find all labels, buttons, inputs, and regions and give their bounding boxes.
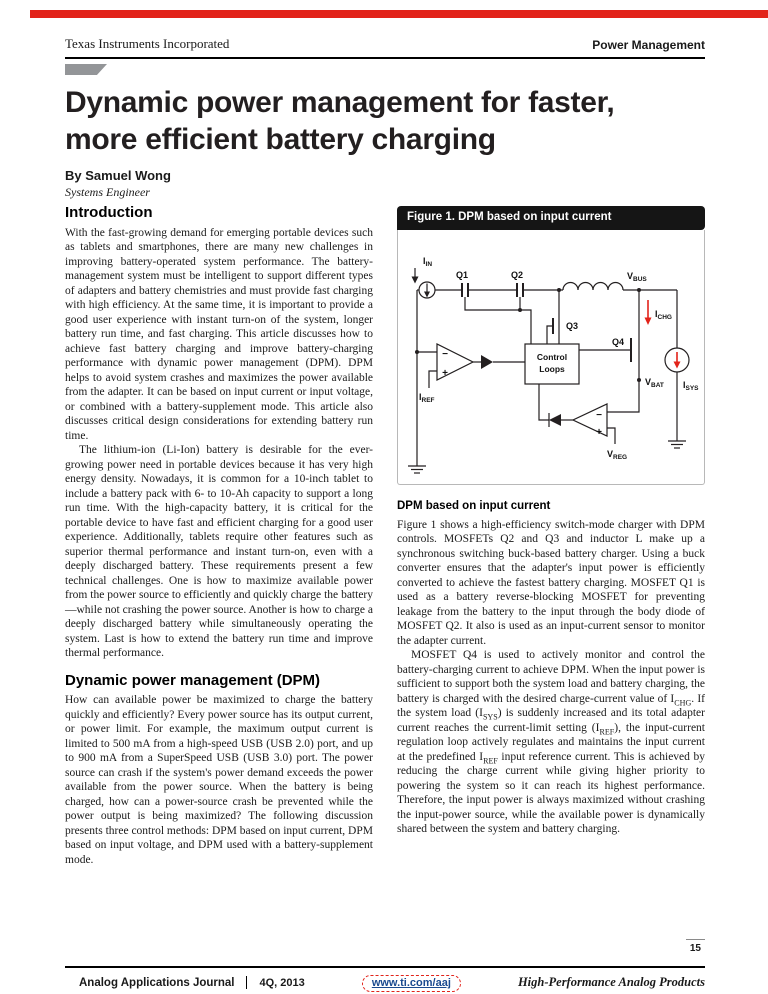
opamp-minus-sign: − — [596, 409, 602, 421]
paragraph: How can available power be maximized to charge the battery quickly and efficiently? Every power source has its output current, or power limit. For example, the maximum output current is limited to 500 mA from a high-speed USB (USB 2.0) port, and up to 900 mA from a SuperSpeed USB (USB 3.0) port. The power source can crash if the system's power demand exceeds the power available from the power source. When the battery is being charged, how can a power-source crash be prevented while the power output is being maximized? The following discussion presents three control methods: DPM based on input current, DPM based on input voltage, and DPM used with a battery-supplement mode. — [65, 694, 373, 866]
ground-symbol — [668, 441, 686, 448]
battery-voltage-opamp — [573, 404, 607, 438]
figure-1 — [397, 206, 705, 485]
mosfet-q3 — [553, 318, 578, 334]
input-current-sensor — [419, 282, 435, 298]
article-columns — [65, 206, 705, 867]
control-loops-label-line1: Control — [536, 351, 568, 362]
journal-name: Analog Applications Journal — [79, 976, 235, 989]
circuit-diagram — [399, 238, 705, 478]
isys-label: $I_{SYS}$ — [683, 379, 699, 392]
footer-tagline: High-Performance Analog Products — [517, 975, 705, 989]
vreg-label: $V_{REG}$ — [607, 448, 628, 461]
mosfet-q1 — [456, 270, 468, 297]
issue-label: 4Q, 2013 — [259, 976, 305, 989]
page-number-area — [65, 938, 705, 956]
ichg-label: $I_{CHG}$ — [655, 308, 672, 321]
opamp-plus-sign: + — [442, 367, 448, 379]
paragraph: With the fast-growing demand for emerging portable devices such as tablets and smartphones, there are many new challenges in improving battery-operated system performance. The battery-management system must be intelligent to support different types of adapters and battery chemistries and must provide fast charging with high efficiency. At the same time, it is important to provide a good user experience with instant turn-on of the system, longer battery run time, and fast charging. This article discusses how to achieve fast battery charging and improve battery-charging performance with dynamic power management (DPM). DPM helps to avoid system crashes and maximizes the power available from the adapter. It can be based on input current or input voltage, or combined with a battery-supplement mode. This article also discusses critical design considerations for extending battery run time. — [65, 226, 373, 442]
article-title-line2: more efficient battery charging — [65, 123, 496, 156]
article-title — [65, 84, 710, 158]
footer-link-area — [305, 973, 518, 992]
publisher-name: Texas Instruments Incorporated — [65, 36, 230, 51]
decorative-gray-tab — [65, 64, 107, 75]
ground-symbol — [408, 466, 426, 473]
footer-divider — [246, 976, 247, 989]
category-label: Power Management — [592, 38, 705, 52]
author-name: By Samuel Wong — [65, 168, 171, 183]
buffer-triangle — [481, 355, 493, 369]
opamp-minus-sign: − — [442, 348, 448, 360]
isys-current-source — [665, 348, 699, 392]
ichg-annotation — [645, 300, 672, 325]
page-header — [65, 36, 705, 59]
article-title-line1: Dynamic power management for faster, — [65, 86, 615, 119]
vbat-label: $V_{BAT}$ — [645, 376, 664, 389]
iref-label: $I_{REF}$ — [419, 391, 435, 404]
vbus-label: $V_{BUS}$ — [627, 270, 647, 283]
left-column — [65, 206, 373, 867]
opamp-plus-sign: + — [596, 426, 602, 438]
input-sense-opamp — [437, 344, 473, 380]
footer-rule — [65, 966, 705, 968]
page-number: 15 — [686, 939, 705, 954]
q1-label: Q1 — [456, 269, 469, 280]
byline — [65, 168, 171, 200]
figure-title-bar: Figure 1. DPM based on input current — [397, 206, 705, 230]
mosfet-q2 — [511, 270, 523, 297]
intro-heading: Introduction — [65, 204, 153, 221]
footer — [65, 973, 705, 992]
author-role: Systems Engineer — [65, 185, 150, 199]
dpm-heading: Dynamic power management (DPM) — [65, 671, 321, 689]
top-red-bar — [30, 10, 768, 18]
q4-label: Q4 — [612, 336, 625, 347]
ti-aaj-link[interactable]: www.ti.com/aaj — [362, 975, 461, 992]
figure-body — [397, 230, 705, 486]
junction-dots — [415, 288, 641, 382]
circuit-wires — [417, 282, 677, 466]
control-loops-label-line2: Loops — [539, 363, 565, 374]
paragraph: Figure 1 shows a high-efficiency switch-mode charger with DPM controls. MOSFETs Q2 and Q3 and inductor L make up a synchronous switching buck-based battery charger. Using a buck converter ensures that the adapter's input power is efficiently converted to achieve the fastest battery charging. MOSFET Q1 is used as a battery reverse-blocking MOSFET for preventing leakage from the battery to the input through the body diode of MOSFET Q2. It also is used as an input-current sensor to monitor the adapter current. — [397, 518, 705, 647]
right-column — [397, 206, 705, 867]
paragraph: MOSFET Q4 is used to actively monitor and control the battery-charging current to achieve DPM. When the input power is sufficient to support both the system load and battery charging, the battery is charged with the desired charge-current value of $I_{CHG}$. If the system load $(I_{SYS})$ is suddenly increased and its total adapter current reaches the current-limit setting $(I_{REF})$, the input-current regulation loop actively regulates and maintains the input current at the predefined $I_{REF}$ input reference current. This is achieved by reducing the charge current while giving higher priority to powering the system so it can reach its highest performance. Therefore, the input power is always maximized without crashing the input-power source, while the available power is dynamically shared between the system and battery charging. — [397, 649, 705, 835]
iin-annotation — [412, 256, 433, 284]
dpm-input-current-heading: DPM based on input current — [397, 500, 551, 512]
control-loops-block — [525, 344, 579, 384]
q2-label: Q2 — [511, 269, 524, 280]
diode — [549, 413, 561, 427]
paragraph: The lithium-ion (Li-Ion) battery is desirable for the ever-growing power need in portable devices because it has very high energy density. Nowadays, it is common for a 10-inch tablet to include a battery pack with 6- to 10-Ah capacity to support a long run time. With the high-capacity battery, it is critical for the portable device to have fast and efficient charging for a good user experience. Additionally, tablets require other features such as superior thermal performance and instant turn-on, even with a deeply discharged battery. These requirements present a few technical challenges. One is how to maximize available power from the power source to efficiently and quickly charge the battery —while not crashing the power source. Another is how to charge a deeply discharged battery while simultaneously operating the system. Last is how to extend the battery run time and improve thermal performance. — [65, 444, 373, 659]
iin-label: $I_{IN}$ — [423, 255, 433, 268]
q3-label: Q3 — [566, 320, 579, 331]
